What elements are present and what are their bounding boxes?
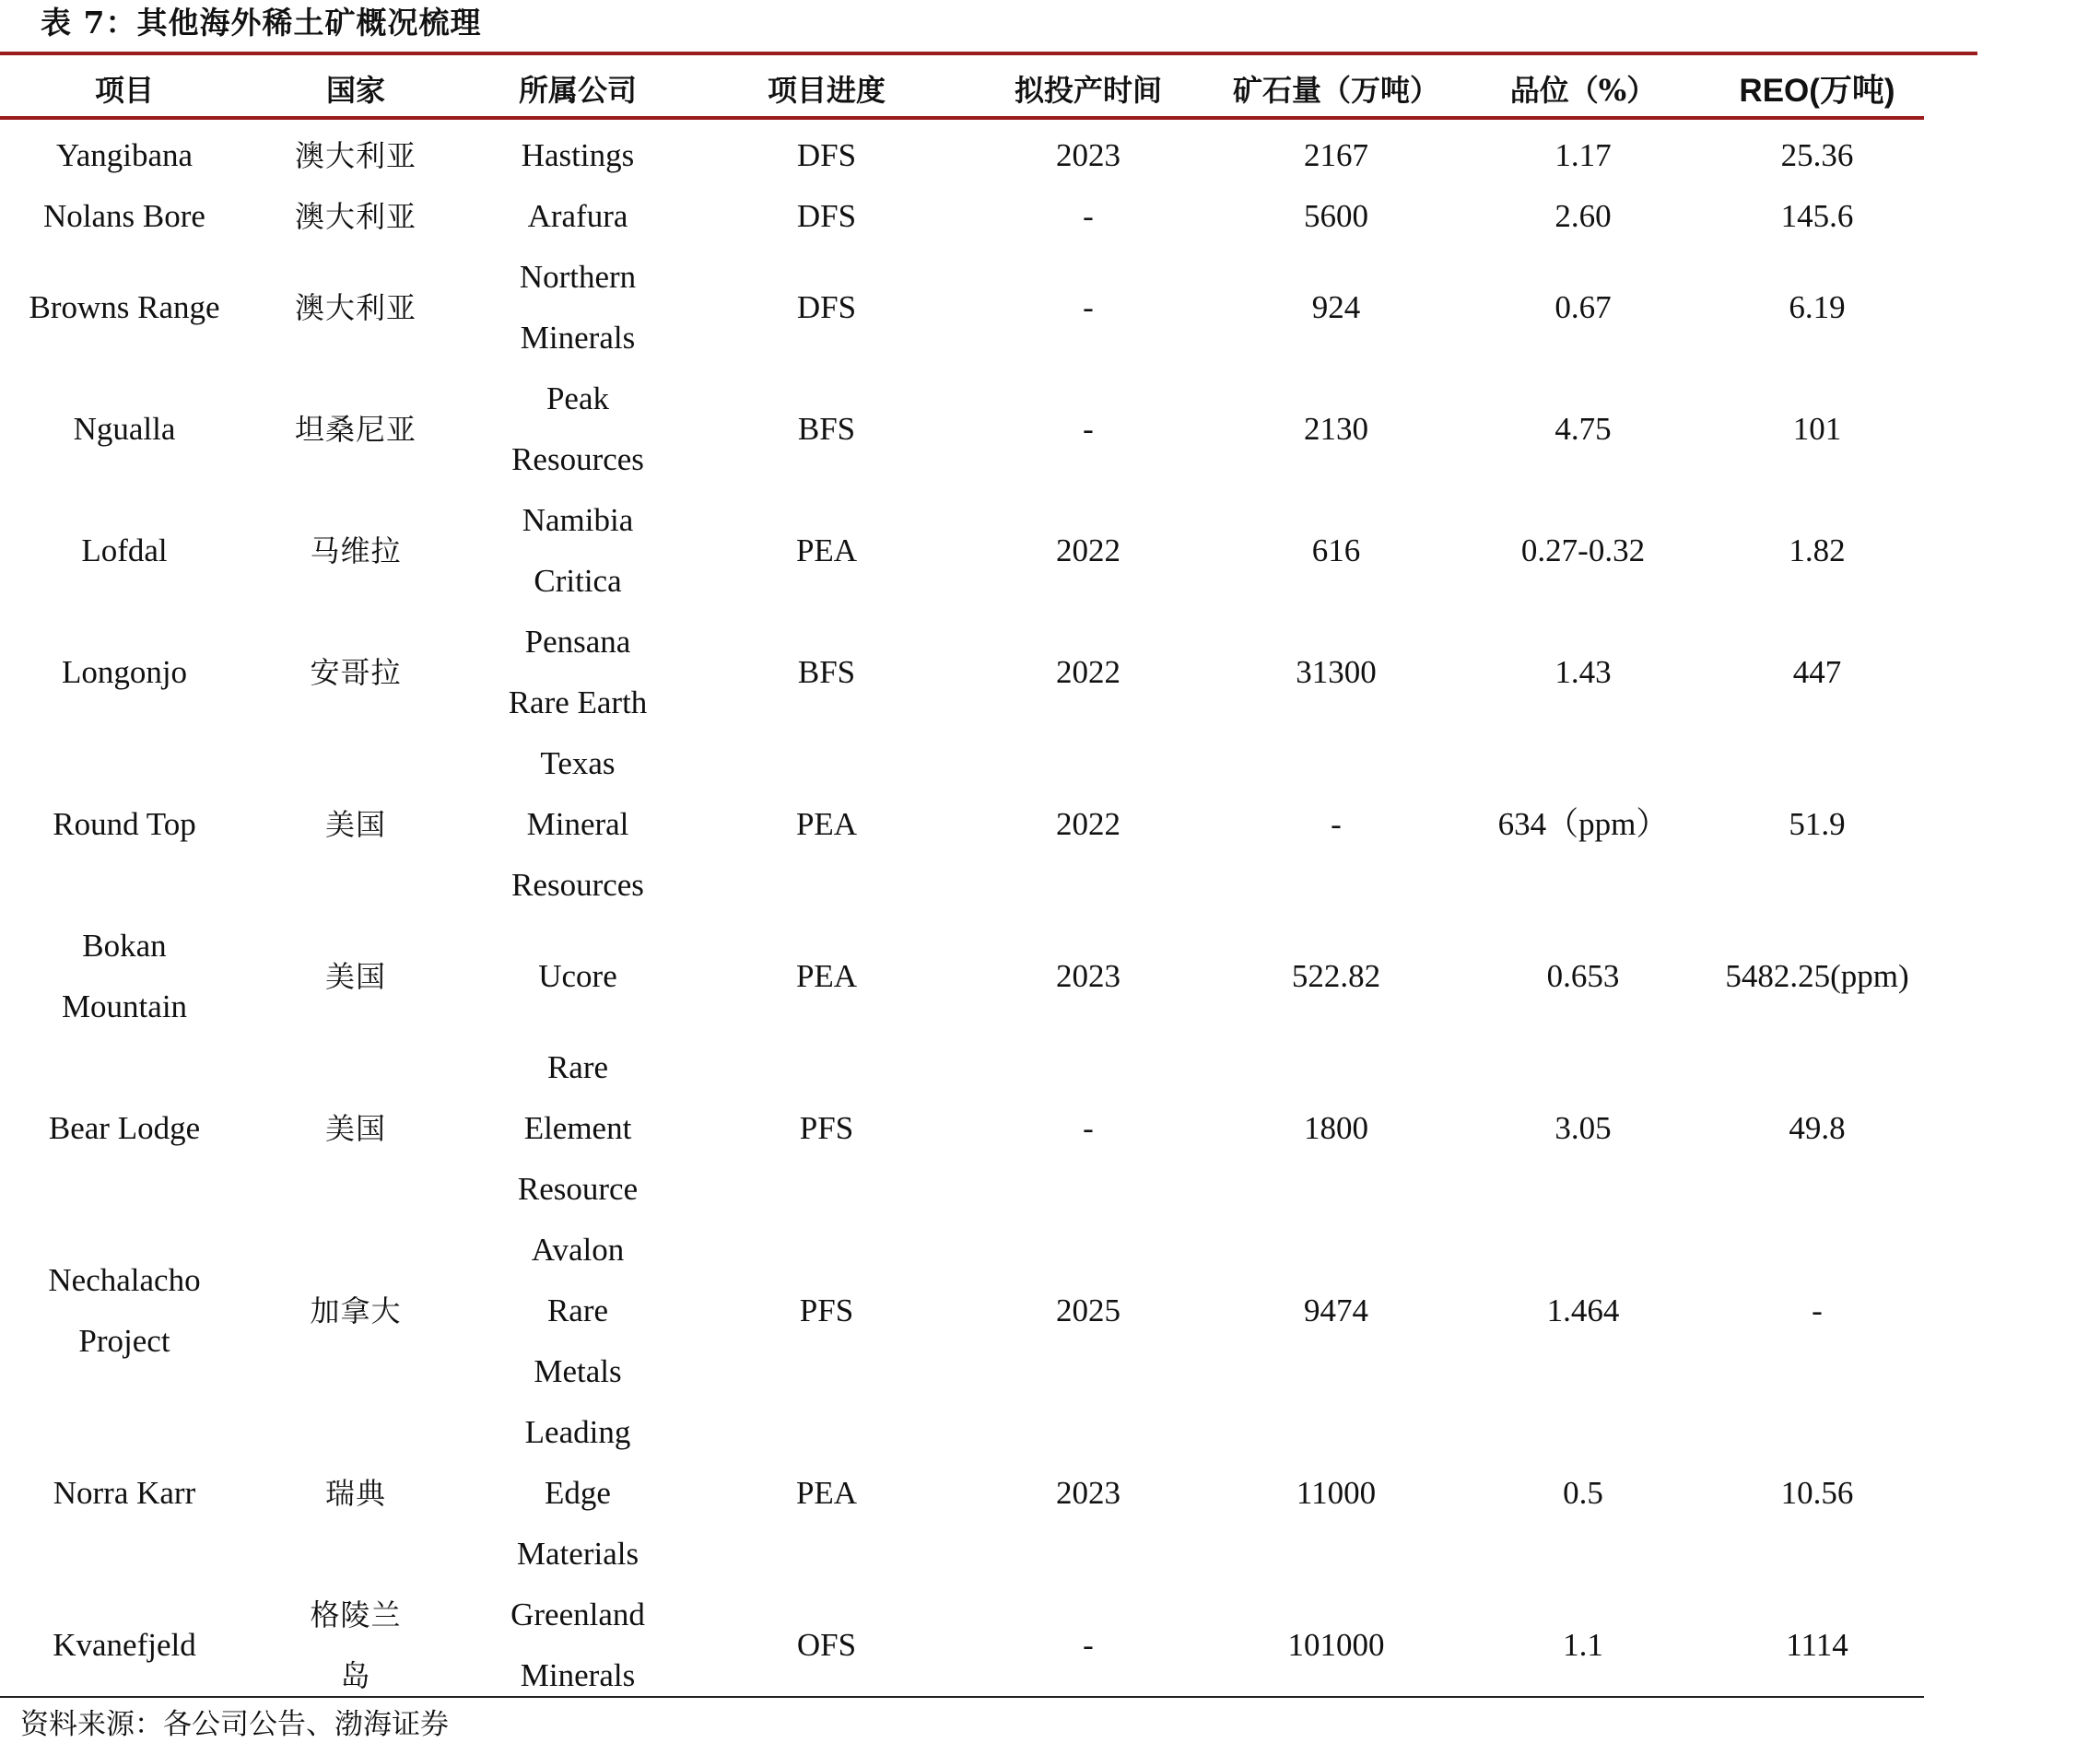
- table-row: [0, 1402, 1924, 1585]
- cell-stage: BFS: [797, 654, 856, 690]
- cell-reo: -: [1812, 1293, 1823, 1328]
- cell-stage: PFS: [799, 1293, 854, 1328]
- cell-country-line: 加拿大: [310, 1293, 402, 1328]
- cell-ore-tonnage: 522.82: [1291, 958, 1381, 994]
- cell-company-line: Greenland: [510, 1597, 645, 1632]
- cell-country-line: 瑞典: [324, 1476, 386, 1511]
- cell-ore-tonnage: 9474: [1304, 1293, 1368, 1328]
- cell-company-line: Texas: [540, 745, 616, 781]
- table-row: [0, 247, 1924, 368]
- cell-project-line: Nolans Bore: [43, 198, 205, 234]
- cell-ore-tonnage: 616: [1311, 532, 1361, 568]
- cell-country: [249, 368, 463, 490]
- source-note: 资料来源：各公司公告、渤海证券: [20, 1708, 449, 1741]
- cell-country: [249, 247, 463, 368]
- cell-project: [0, 490, 249, 612]
- cell-company-line: Rare Earth: [508, 684, 648, 720]
- cell-start-time: 2023: [1056, 137, 1120, 173]
- cell-country: [249, 1402, 463, 1585]
- cell-grade: 0.67: [1554, 289, 1612, 325]
- cell-company: [463, 1220, 693, 1402]
- cell-start-time: -: [1083, 1110, 1094, 1146]
- table-row: [0, 368, 1924, 490]
- cell-country-line: 岛: [340, 1658, 371, 1693]
- cell-project: [0, 612, 249, 733]
- cell-company-line: Resources: [511, 441, 644, 477]
- bottom-rule: [0, 1696, 1924, 1698]
- cell-country: [249, 612, 463, 733]
- cell-start-time: 2023: [1056, 958, 1120, 994]
- header-company: 所属公司: [518, 73, 637, 108]
- cell-company-line: Arafura: [527, 198, 628, 234]
- cell-country-line: 安哥拉: [310, 655, 402, 690]
- cell-country: [249, 490, 463, 612]
- cell-project-line: Browns Range: [29, 289, 220, 325]
- header-reo: REO(万吨): [1739, 73, 1895, 109]
- cell-country: [249, 186, 463, 247]
- cell-project: [0, 368, 249, 490]
- cell-grade: 1.43: [1554, 654, 1612, 690]
- cell-country-line: 坦桑尼亚: [294, 412, 416, 447]
- cell-company-line: Element: [523, 1110, 632, 1146]
- cell-stage: PEA: [795, 958, 858, 994]
- cell-project-line: Mountain: [61, 988, 188, 1024]
- cell-ore-tonnage: 11000: [1296, 1475, 1377, 1511]
- cell-project-line: Bear Lodge: [48, 1110, 201, 1146]
- cell-country-line: 美国: [324, 807, 386, 842]
- cell-project-line: Lofdal: [81, 532, 168, 568]
- cell-start-time: -: [1083, 198, 1094, 234]
- header-stage: 项目进度: [767, 73, 886, 108]
- cell-reo: 101: [1792, 411, 1842, 447]
- cell-project-line: Yangibana: [55, 137, 194, 173]
- table-row: [0, 916, 1924, 1037]
- cell-country-line: 美国: [324, 1111, 386, 1146]
- cell-company: [463, 733, 693, 916]
- cell-start-time: 2022: [1056, 654, 1120, 690]
- cell-start-time: 2022: [1056, 806, 1120, 842]
- cell-ore-tonnage: 31300: [1296, 654, 1377, 690]
- cell-reo: 5482.25(ppm): [1725, 958, 1909, 994]
- cell-start-time: -: [1083, 411, 1094, 447]
- cell-country-line: 格陵兰: [310, 1597, 402, 1632]
- cell-stage: DFS: [796, 198, 857, 234]
- cell-grade: 0.653: [1546, 958, 1620, 994]
- cell-company-line: Resources: [511, 867, 644, 903]
- cell-country-line: 马维拉: [310, 533, 402, 568]
- cell-stage: DFS: [796, 137, 857, 173]
- header-grade: 品位（%）: [1509, 73, 1657, 108]
- cell-country: [249, 733, 463, 916]
- cell-project-line: Longonjo: [61, 654, 188, 690]
- cell-project: [0, 1220, 249, 1402]
- cell-project: [0, 247, 249, 368]
- cell-start-time: 2023: [1056, 1475, 1120, 1511]
- cell-company-line: Rare: [546, 1293, 609, 1328]
- cell-company-line: Metals: [534, 1353, 622, 1389]
- cell-country: [249, 916, 463, 1037]
- cell-company: [463, 1402, 693, 1585]
- cell-company: [463, 1037, 693, 1220]
- cell-project-line: Kvanefjeld: [53, 1627, 196, 1663]
- cell-start-time: -: [1083, 1627, 1094, 1663]
- cell-company-line: Avalon: [531, 1232, 625, 1268]
- cell-company-line: Northern: [519, 259, 637, 295]
- header-row: [0, 55, 1924, 122]
- cell-country: [249, 125, 463, 186]
- cell-reo: 1.82: [1789, 532, 1846, 568]
- cell-company: [463, 916, 693, 1037]
- header-start-time: 拟投产时间: [1014, 73, 1162, 108]
- cell-grade: 1.1: [1563, 1627, 1603, 1663]
- cell-project: [0, 125, 249, 186]
- table-row: [0, 125, 1924, 186]
- table-row: [0, 733, 1924, 916]
- cell-stage: DFS: [796, 289, 857, 325]
- cell-company-line: Ucore: [538, 958, 617, 994]
- cell-project-line: Ngualla: [73, 411, 176, 447]
- cell-project-line: Project: [78, 1323, 170, 1359]
- cell-company: [463, 186, 693, 247]
- table-row: [0, 490, 1924, 612]
- cell-stage: PFS: [799, 1110, 854, 1146]
- cell-grade: 0.27-0.32: [1520, 532, 1646, 568]
- header-project: 项目: [94, 73, 154, 108]
- cell-ore-tonnage: -: [1331, 806, 1342, 842]
- cell-project: [0, 1037, 249, 1220]
- cell-company: [463, 125, 693, 186]
- cell-project: [0, 1585, 249, 1706]
- cell-grade: 3.05: [1554, 1110, 1612, 1146]
- cell-project: [0, 1402, 249, 1585]
- cell-country-line: 澳大利亚: [294, 199, 416, 234]
- cell-project: [0, 916, 249, 1037]
- cell-ore-tonnage: 1800: [1304, 1110, 1368, 1146]
- cell-grade: 2.60: [1554, 198, 1612, 234]
- cell-company: [463, 490, 693, 612]
- cell-company-line: Hastings: [521, 137, 635, 173]
- cell-company-line: Minerals: [520, 1657, 636, 1693]
- cell-reo: 145.6: [1780, 198, 1854, 234]
- cell-grade: 1.464: [1546, 1293, 1620, 1328]
- cell-grade: 0.5: [1563, 1475, 1603, 1511]
- cell-project: [0, 733, 249, 916]
- cell-company-line: Peak: [546, 380, 610, 416]
- table-row: [0, 186, 1924, 247]
- cell-stage: PEA: [795, 806, 858, 842]
- cell-reo: 1114: [1786, 1627, 1848, 1663]
- cell-company-line: Rare: [546, 1049, 609, 1085]
- cell-ore-tonnage: 924: [1311, 289, 1361, 325]
- table-row: [0, 1220, 1924, 1402]
- cell-reo: 447: [1792, 654, 1842, 690]
- cell-start-time: -: [1083, 289, 1094, 325]
- cell-reo: 10.56: [1780, 1475, 1854, 1511]
- cell-company-line: Namibia: [522, 502, 634, 538]
- table-row: [0, 1037, 1924, 1220]
- table-row: [0, 612, 1924, 733]
- cell-reo: 6.19: [1789, 289, 1846, 325]
- cell-project-line: Norra Karr: [53, 1475, 196, 1511]
- cell-company-line: Leading: [524, 1414, 631, 1450]
- cell-company-line: Resource: [517, 1171, 639, 1207]
- cell-company: [463, 368, 693, 490]
- cell-country: [249, 1585, 463, 1706]
- header-ore-tonnage: 矿石量（万吨）: [1232, 73, 1439, 108]
- cell-ore-tonnage: 2167: [1304, 137, 1368, 173]
- cell-reo: 51.9: [1789, 806, 1846, 842]
- cell-company-line: Pensana: [524, 624, 631, 660]
- cell-country: [249, 1220, 463, 1402]
- cell-stage: BFS: [797, 411, 856, 447]
- cell-stage: OFS: [796, 1627, 857, 1663]
- cell-project-line: Round Top: [53, 806, 196, 842]
- cell-reo: 25.36: [1780, 137, 1854, 173]
- cell-ore-tonnage: 101000: [1287, 1627, 1385, 1663]
- cell-country-line: 澳大利亚: [294, 290, 416, 325]
- cell-company: [463, 1585, 693, 1706]
- cell-start-time: 2025: [1056, 1293, 1120, 1328]
- cell-company-line: Mineral: [526, 806, 629, 842]
- cell-company: [463, 612, 693, 733]
- cell-ore-tonnage: 5600: [1304, 198, 1368, 234]
- cell-start-time: 2022: [1056, 532, 1120, 568]
- table-row: [0, 1585, 1924, 1706]
- cell-project-line: Bokan: [82, 928, 167, 964]
- table-header: [0, 52, 1924, 125]
- rare-earth-projects-table: [0, 52, 1924, 1706]
- cell-stage: PEA: [795, 1475, 858, 1511]
- header-country: 国家: [325, 73, 385, 108]
- cell-grade: 1.17: [1554, 137, 1612, 173]
- cell-stage: PEA: [795, 532, 858, 568]
- cell-grade: 634（ppm）: [1497, 806, 1669, 842]
- cell-country: [249, 1037, 463, 1220]
- cell-company: [463, 247, 693, 368]
- table-title: 表 7：其他海外稀土矿概况梳理: [41, 5, 482, 41]
- cell-country-line: 美国: [324, 959, 386, 994]
- cell-grade: 4.75: [1554, 411, 1612, 447]
- cell-ore-tonnage: 2130: [1304, 411, 1368, 447]
- cell-country-line: 澳大利亚: [294, 138, 416, 173]
- cell-project-line: Nechalacho: [48, 1262, 201, 1298]
- cell-reo: 49.8: [1789, 1110, 1846, 1146]
- cell-company-line: Critica: [534, 563, 622, 599]
- cell-company-line: Minerals: [520, 320, 636, 356]
- cell-company-line: Edge: [545, 1475, 611, 1511]
- table-body: [0, 125, 1924, 1706]
- cell-company-line: Materials: [516, 1536, 639, 1572]
- cell-project: [0, 186, 249, 247]
